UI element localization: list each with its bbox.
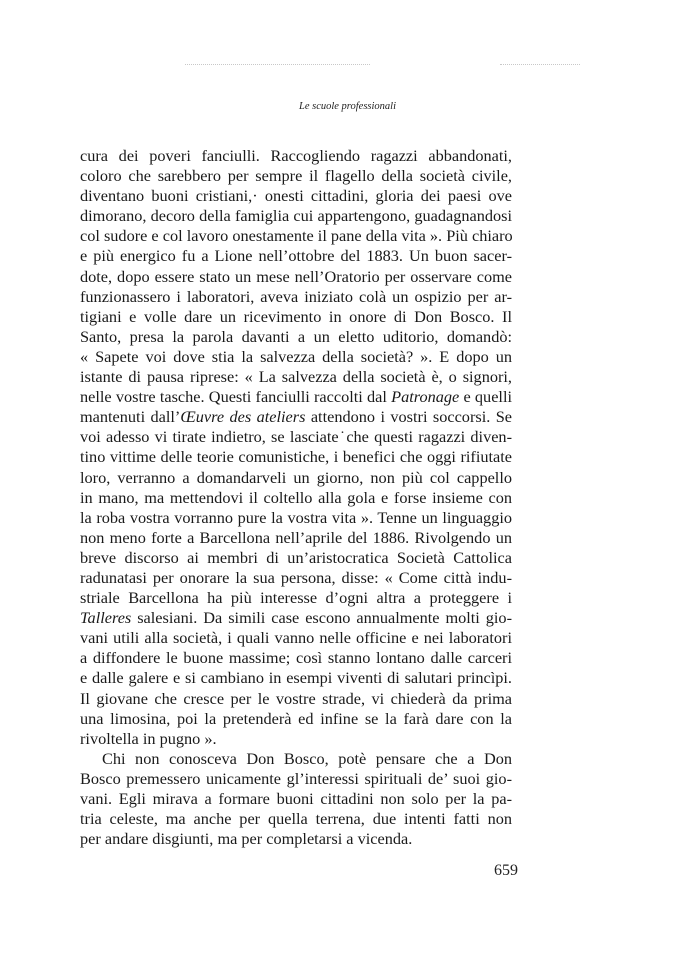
text-line: radunatasi per onorare la sua persona, disse: « Come città indu- — [80, 567, 512, 587]
text-line: cura dei poveri fanciulli. Raccogliendo ragazzi abbandonati, — [80, 146, 512, 165]
text-line: Bosco premessero unicamente gl’interessi spirituali de’ suoi gio- — [80, 768, 512, 788]
text-line: loro, verranno a domandarveli un giorno, non più col cappello — [80, 467, 512, 487]
text-line — [80, 407, 512, 427]
italic-term-patronage: Patronage — [391, 387, 460, 407]
text-line: e dalle galere e si cambiano in esempi viventi di salutari princìpi. — [80, 668, 512, 688]
text-line: diventano buoni cristiani,· onesti cittadini, gloria dei paesi ove — [80, 186, 512, 206]
scan-artifact-dots — [185, 64, 370, 66]
text-segment: mantenuti dall’ — [80, 407, 181, 427]
text-line: rivoltella in pugno ». — [80, 728, 217, 748]
text-line: vani utili alla società, i quali vanno nelle officine e nei laboratori — [80, 628, 512, 648]
text-line: dimorano, decoro della famiglia cui appartengono, guadagnandosi — [80, 206, 512, 226]
body-text — [80, 146, 512, 849]
text-line: coloro che sarebbero per sempre il flagello della società civile, — [80, 166, 512, 186]
text-line: tino vittime delle teorie comunistiche, i benefici che oggi rifiutate — [80, 447, 512, 467]
text-line: per andare disgiunti, ma per completarsi a vicenda. — [80, 829, 413, 849]
text-line: tigiani e volle dare un ricevimento in onore di Don Bosco. Il — [80, 306, 512, 326]
text-line: istante di pausa riprese: « La salvezza della società è, o signori, — [80, 367, 512, 387]
text-segment: attendono i vostri soccorsi. Se — [305, 407, 512, 427]
text-line: striale Barcellona ha più interesse d’ogni altra a proteggere i — [80, 588, 512, 608]
text-line: funzionassero i laboratori, aveva iniziato colà un ospizio per ar- — [80, 286, 512, 306]
text-line: dote, dopo essere stato un mese nell’Oratorio per osservare come — [80, 266, 512, 286]
text-line: « Sapete voi dove stia la salvezza della società? ». E dopo un — [80, 346, 512, 366]
running-head: Le scuole professionali — [298, 101, 397, 112]
text-line — [80, 608, 512, 628]
text-line — [80, 387, 512, 407]
text-line: col sudore e col lavoro onestamente il pane della vita ». Più chiaro — [80, 226, 513, 246]
text-segment: e quelli — [459, 387, 512, 407]
text-line: in mano, ma mettendovi il coltello alla gola e forse insieme con — [80, 487, 512, 507]
italic-term-oeuvre: Œuvre des ateliers — [180, 407, 306, 427]
text-line: Santo, presa la parola davanti a un eletto uditorio, domandò: — [80, 326, 512, 346]
text-line: a diffondere le buone massime; così stanno lontano dalle carceri — [80, 648, 512, 668]
text-line: voi adesso vi tirate indietro, se lasciate˙che questi ragazzi diven- — [80, 427, 512, 447]
text-line: Chi non conosceva Don Bosco, potè pensare che a Don — [102, 748, 512, 768]
text-segment: salesiani. Da simili case escono annualmente molti gio- — [131, 608, 512, 628]
page-number: 659 — [494, 862, 518, 879]
text-line: non meno forte a Barcellona nell’aprile del 1886. Rivolgendo un — [80, 527, 512, 547]
text-line: tria celeste, ma anche per quella terrena, due intenti fatti non — [80, 809, 512, 829]
text-line: una limosina, poi la pretenderà ed infine se la farà dare con la — [80, 708, 512, 728]
text-line: e più energico fu a Lione nell’ottobre del 1883. Un buon sacer- — [80, 246, 512, 266]
text-line: breve discorso ai membri di un’aristocratica Società Cattolica — [80, 547, 512, 567]
text-line: vani. Egli mirava a formare buoni cittadini non solo per la pa- — [80, 789, 512, 808]
text-line: la roba vostra vorranno pure la vostra vita ». Tenne un linguaggio — [80, 507, 512, 527]
italic-term-talleres: Talleres — [80, 608, 132, 628]
text-line: Il giovane che cresce per le vostre strade, vi chiederà da prima — [80, 688, 512, 708]
text-segment: nelle vostre tasche. Questi fanciulli raccolti dal — [80, 387, 392, 407]
scan-artifact-dots — [500, 64, 580, 66]
